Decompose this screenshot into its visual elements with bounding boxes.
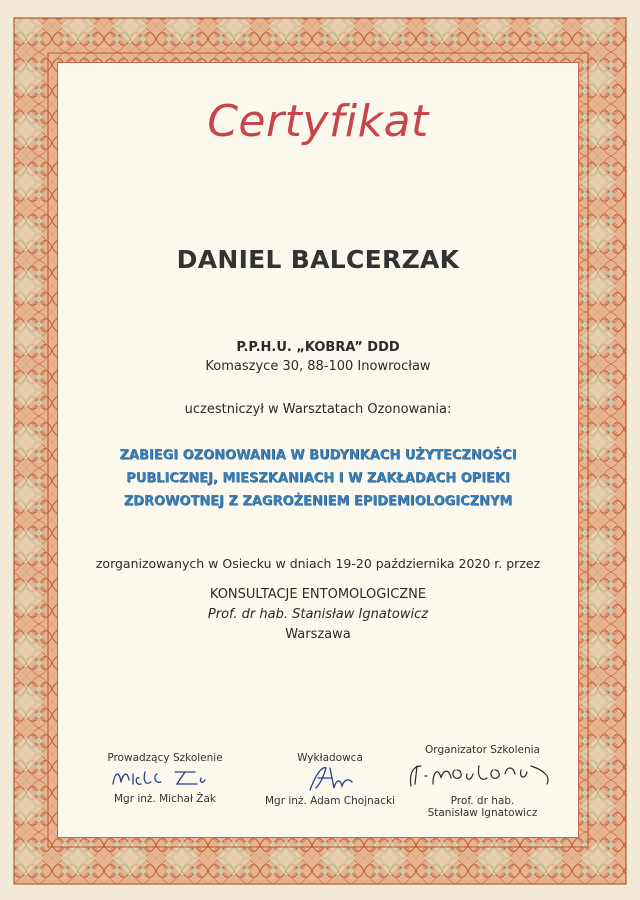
signature-name-line: Stanisław Ignatowicz: [427, 807, 538, 819]
topic-line: ZDROWOTNEJ Z ZAGROŻENIEM EPIDEMIOLOGICZNYM: [123, 494, 513, 509]
signature-name: Mgr inż. Adam Chojnacki: [265, 795, 395, 807]
topic-line: ZABIEGI OZONOWANIA W BUDYNKACH UŻYTECZNOŚCI: [119, 448, 517, 463]
organizer-name: KONSULTACJE ENTOMOLOGICZNE: [209, 587, 427, 602]
handwritten-signature: [403, 756, 563, 792]
organized-text: zorganizowanych w Osiecku w dniach 19-20 października 2020 r. przez: [95, 556, 541, 571]
signature-block-organizer: [395, 744, 570, 819]
signature-block-trainer: [95, 752, 235, 805]
organizer-city: Warszawa: [285, 627, 351, 642]
handwritten-signature: [105, 764, 225, 790]
workshop-topic: [57, 444, 579, 513]
organizer-person: Prof. dr hab. Stanisław Ignatowicz: [207, 607, 429, 622]
handwritten-signature: [290, 764, 370, 792]
signature-block-lecturer: [240, 752, 420, 807]
topic-line: PUBLICZNEJ, MIESZKANIACH I W ZAKŁADACH OPIEKI: [126, 471, 510, 486]
certificate-title: Certyfikat: [207, 96, 429, 147]
signature-role: Prowadzący Szkolenie: [107, 752, 223, 764]
signature-name: Mgr inż. Michał Żak: [113, 793, 216, 805]
recipient-name: DANIEL BALCERZAK: [176, 245, 460, 274]
participation-text: uczestniczył w Warsztatach Ozonowania:: [184, 402, 452, 417]
company-address: Komaszyce 30, 88-100 Inowrocław: [205, 359, 431, 374]
signature-role: Wykładowca: [297, 752, 363, 764]
signature-role: Organizator Szkolenia: [425, 744, 540, 756]
company-name: P.P.H.U. „KOBRA” DDD: [236, 340, 400, 355]
signature-name-line: Prof. dr hab.: [450, 795, 515, 807]
